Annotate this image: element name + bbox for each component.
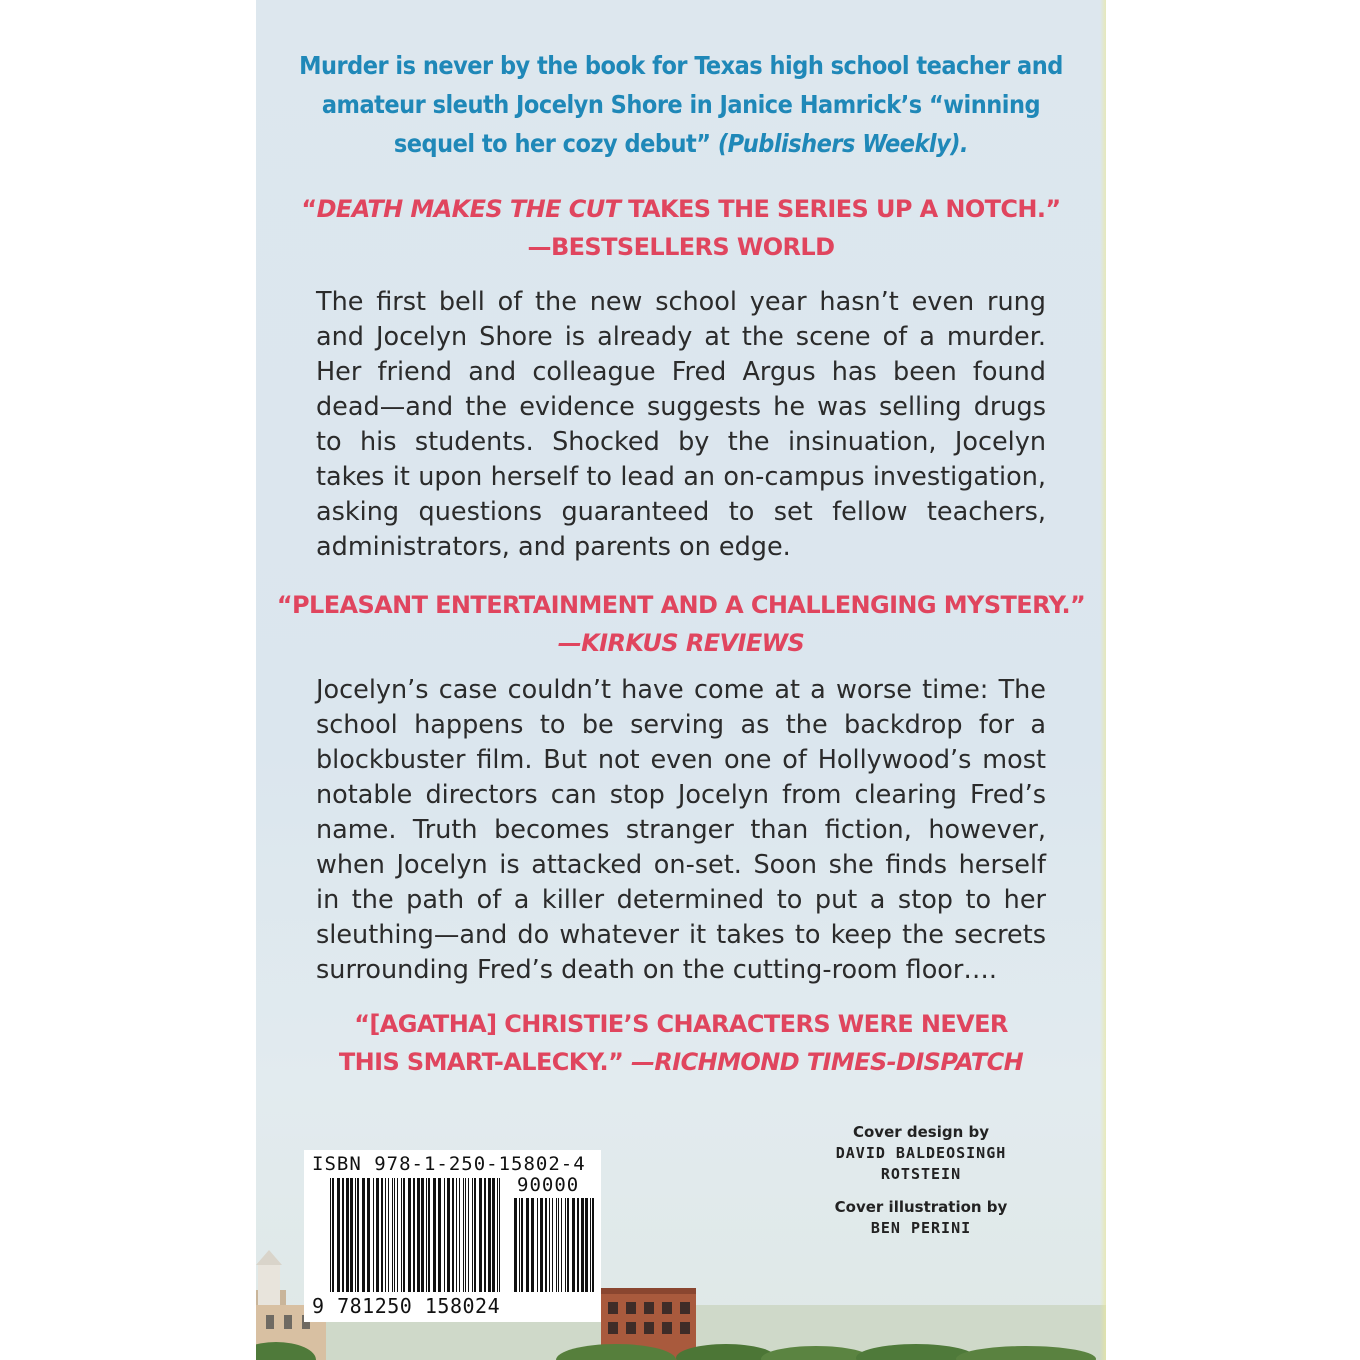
barcode-digits: 9 781250 158024 xyxy=(312,1294,501,1318)
barcode-bar xyxy=(484,1178,486,1292)
barcode-bar xyxy=(346,1178,349,1292)
hook-publication: (Publishers Weekly). xyxy=(717,129,969,158)
cover-designer-name-1: DAVID BALDEOSINGH xyxy=(835,1144,1007,1162)
barcode-bar xyxy=(355,1178,356,1292)
cover-designer-name-2: ROTSTEIN xyxy=(880,1165,962,1183)
barcode-bar xyxy=(537,1198,538,1292)
barcode-bar xyxy=(585,1198,588,1292)
barcode-bar xyxy=(408,1178,411,1292)
barcode-bar xyxy=(426,1178,427,1292)
barcode-bar xyxy=(567,1198,569,1292)
barcode-bar xyxy=(392,1178,393,1292)
barcode-bar xyxy=(388,1178,389,1292)
back-cover xyxy=(256,0,1106,1360)
barcode-bar xyxy=(590,1198,591,1292)
isbn-label: ISBN 978-1-250-15802-4 xyxy=(312,1153,586,1175)
barcode-bar xyxy=(373,1178,374,1292)
barcode-bar xyxy=(397,1178,398,1292)
barcode-bar xyxy=(332,1178,334,1292)
barcode-bar xyxy=(447,1178,450,1292)
barcode-bar xyxy=(417,1178,420,1292)
barcode-bar xyxy=(514,1198,517,1292)
book-title: DEATH MAKES THE CUT xyxy=(316,195,621,223)
review-quote-1-source: —BESTSELLERS WORLD xyxy=(527,233,835,261)
cover-illustration-label: Cover illustration by xyxy=(834,1198,1008,1216)
review-quote-2 xyxy=(276,586,1086,662)
quote-1-rest: TAKES THE SERIES UP A NOTCH.” xyxy=(620,195,1061,223)
cover-design-label: Cover design by xyxy=(852,1123,990,1141)
review-quote-1 xyxy=(276,190,1086,266)
barcode-bar xyxy=(357,1178,359,1292)
barcode-bar xyxy=(438,1178,441,1292)
barcode-bar xyxy=(394,1178,395,1292)
hook-line-3 xyxy=(276,124,1086,163)
barcode-bar xyxy=(558,1198,559,1292)
cover-credits xyxy=(816,1122,1026,1239)
barcode-bar xyxy=(381,1178,383,1292)
barcode-bar xyxy=(459,1178,460,1292)
barcode-bar xyxy=(549,1198,550,1292)
hook-line-1: Murder is never by the book for Texas high school teacher and xyxy=(299,51,1063,80)
barcode-bar xyxy=(561,1198,562,1292)
synopsis-paragraph-1: The first bell of the new school year hasn’t even rung and Jocelyn Shore is already at the scene of a murder. Her friend and colleague Fred Argus has been found dead—and the evidence suggests he was selling drugs to his students. Shocked by the insinuation, Jocelyn takes it upon herself to lead an on-campus investigation, asking questions guaranteed to set fellow teachers, administrators, and parents on edge. xyxy=(316,287,1046,562)
barcode-bar xyxy=(465,1178,466,1292)
barcode-bar xyxy=(545,1198,547,1292)
review-quote-3 xyxy=(276,1005,1086,1081)
barcode-bar xyxy=(474,1178,476,1292)
review-quote-1-text xyxy=(276,190,1086,228)
barcode-bar xyxy=(401,1178,402,1292)
barcode-bar xyxy=(577,1198,579,1292)
barcode-bar xyxy=(488,1178,491,1292)
quote-3-text: THIS SMART-ALECKY.” xyxy=(338,1048,632,1076)
barcode-bar xyxy=(367,1178,370,1292)
barcode-bar xyxy=(572,1198,575,1292)
barcode-bar xyxy=(479,1178,482,1292)
barcode-bar xyxy=(468,1178,469,1292)
review-quote-3-line-1: “[AGATHA] CHRISTIE’S CHARACTERS WERE NEVER xyxy=(354,1010,1008,1038)
hook-blurb xyxy=(276,46,1086,163)
barcode-bar xyxy=(492,1178,495,1292)
barcode-bar xyxy=(472,1178,473,1292)
barcode-bar xyxy=(581,1198,584,1292)
barcode-bar xyxy=(330,1178,331,1292)
barcode-bar xyxy=(452,1178,454,1292)
barcode-bar xyxy=(444,1178,445,1292)
barcode-bar xyxy=(463,1178,464,1292)
review-quote-3-source: —RICHMOND TIMES-DISPATCH xyxy=(631,1048,1024,1076)
barcode-bar xyxy=(499,1178,500,1292)
barcode-bar xyxy=(428,1178,430,1292)
review-quote-3-line-2 xyxy=(276,1043,1086,1081)
barcode-bar xyxy=(519,1198,520,1292)
barcode-bar xyxy=(403,1178,405,1292)
hook-line-2: amateur sleuth Jocelyn Shore in Janice Hamrick’s “winning xyxy=(321,90,1041,119)
review-quote-2-source: —KIRKUS REVIEWS xyxy=(557,629,805,657)
barcode-bar xyxy=(556,1198,557,1292)
barcode-bar xyxy=(376,1178,379,1292)
barcode-bar xyxy=(592,1198,594,1292)
cover-illustrator-name: BEN PERINI xyxy=(870,1219,972,1237)
barcode-panel xyxy=(304,1150,601,1322)
barcode-bar xyxy=(526,1198,529,1292)
barcode-bar xyxy=(421,1178,424,1292)
barcode-bar xyxy=(350,1178,353,1292)
barcode-bar xyxy=(385,1178,386,1292)
price-code: 90000 xyxy=(517,1174,580,1196)
quote-open-mark: “ xyxy=(301,195,317,223)
barcode-bar xyxy=(337,1178,340,1292)
barcode-bar xyxy=(413,1178,415,1292)
review-quote-2-text: “PLEASANT ENTERTAINMENT AND A CHALLENGING MYSTERY.” xyxy=(276,591,1086,619)
barcode-bar xyxy=(531,1198,534,1292)
synopsis-paragraph-2: Jocelyn’s case couldn’t have come at a worse time: The school happens to be serving as the backdrop for a blockbuster film. But not even one of Hollywood’s most notable directors can stop Jocelyn from clearing Fred’s name. Truth becomes stranger than fiction, however, when Jocelyn is attacked on-set. Soon she finds herself in the path of a killer determined to put a stop to her sleuthing—and do whatever it takes to keep the secrets surrounding Fred’s death on the cutting-room floor…. xyxy=(316,675,1046,985)
barcode-bar xyxy=(342,1178,344,1292)
barcode-bar xyxy=(552,1198,553,1292)
barcode-bar xyxy=(456,1178,457,1292)
barcode-bar xyxy=(362,1178,365,1292)
barcode-bar xyxy=(540,1198,543,1292)
barcode-bar xyxy=(497,1178,498,1292)
barcode-bar xyxy=(521,1198,523,1292)
barcode-bar xyxy=(565,1198,566,1292)
hook-line-3-text: sequel to her cozy debut” xyxy=(393,129,711,158)
barcode-bar xyxy=(433,1178,436,1292)
